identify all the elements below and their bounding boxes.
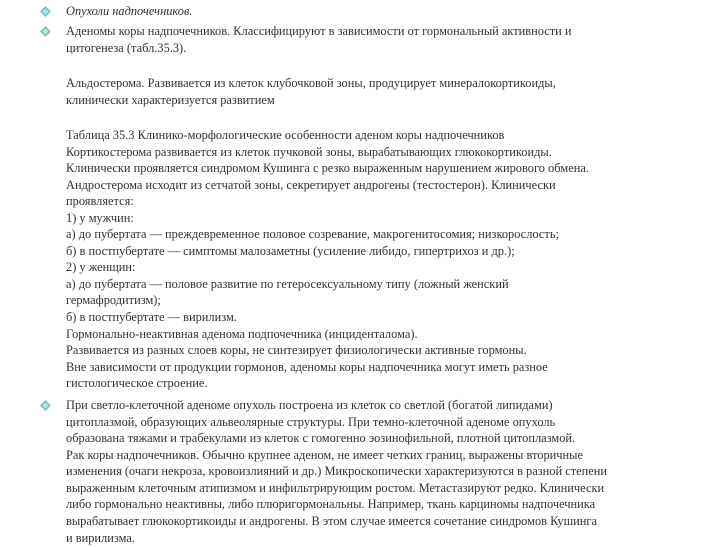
text-line: вырабатывает глюкокортикоиды и андрогены. В этом случае имеется сочетание синдромов Кушинга [66,514,598,528]
text-line: а) до пубертата — преждевременное половое созревание, макрогенитосомия; низкорослость; [66,227,559,241]
text-line: Андростерома исходит из сетчатой зоны, секретирует андрогены (тестостерон). Клинически [66,178,556,192]
text-line: Вне зависимости от продукции гормонов, аденомы коры надпочечника могут иметь разное [66,360,548,374]
text-line: б) в постпубертате — вирилизм. [66,310,237,324]
text-line: либо гормонально неактивны, либо плюригормональны. Например, ткань карциномы надпочечника [66,497,596,511]
teal-diamond-bullet-icon [40,400,51,411]
text-line: а) до пубертата — половое развитие по гетеросексуальному типу (ложный женский [66,277,509,291]
text-line: цитогенеза (табл.35.3). [66,41,187,55]
text-line: и вирилизма. [66,531,135,545]
text-line: проявляется: [66,194,134,208]
text-line: клинически характеризуется развитием [66,93,275,107]
text-line: Альдостерома. Развивается из клеток клубочковой зоны, продуцирует минералокортикоиды, [66,76,556,90]
teal-diamond-bullet-icon [40,26,51,37]
text-line: Рак коры надпочечников. Обычно крупнее аденом, не имеет четких границ, выражены вторичные [66,448,583,462]
text-line: образована тяжами и трабекулами из клеток с гомогенно эозинофильной, плотной цитоплазмой. [66,431,576,445]
text-line: При светло-клеточной аденоме опухоль построена из клеток со светлой (богатой липидами) [66,398,553,412]
text-line: 1) у мужчин: [66,211,134,225]
text-line: Аденомы коры надпочечников. Классифицируют в зависимости от гормональный активности и [66,24,572,38]
text-line: гермафродитизм); [66,293,161,307]
text-line: изменения (очаги некроза, кровоизлияний и др.) Микроскопически характеризуются в разной степени [66,464,608,478]
text-line: цитоплазмой, образующих альвеолярные структуры. При темно-клеточной аденоме опухоль [66,415,556,429]
text-line: 2) у женщин: [66,260,136,274]
text-line: выраженным клеточным атипизмом и инфильтрирующим ростом. Метастазируют редко. Клинически [66,481,605,495]
text-line: Развивается из разных слоев коры, не синтезирует физиологически активные гормоны. [66,343,527,357]
text-line: Гормонально-неактивная аденома подпочечника (инциденталома). [66,327,418,341]
text-line: б) в постпубертате — симптомы малозаметны (усиление либидо, гипертрихоз и др.); [66,244,515,258]
table-caption: Таблица 35.3 Клинико-морфологические особенности аденом коры надпочечников [66,128,505,142]
heading-adrenal-tumors: Опухоли надпочечников. [66,4,193,18]
text-line: Клинически проявляется синдромом Кушинга с резко выраженным нарушением жирового обмена. [66,161,589,175]
text-line: Кортикостерома развивается из клеток пучковой зоны, вырабатывающих глюкокортикоиды. [66,145,552,159]
teal-diamond-bullet-icon [40,6,51,17]
text-line: гистологическое строение. [66,376,208,390]
